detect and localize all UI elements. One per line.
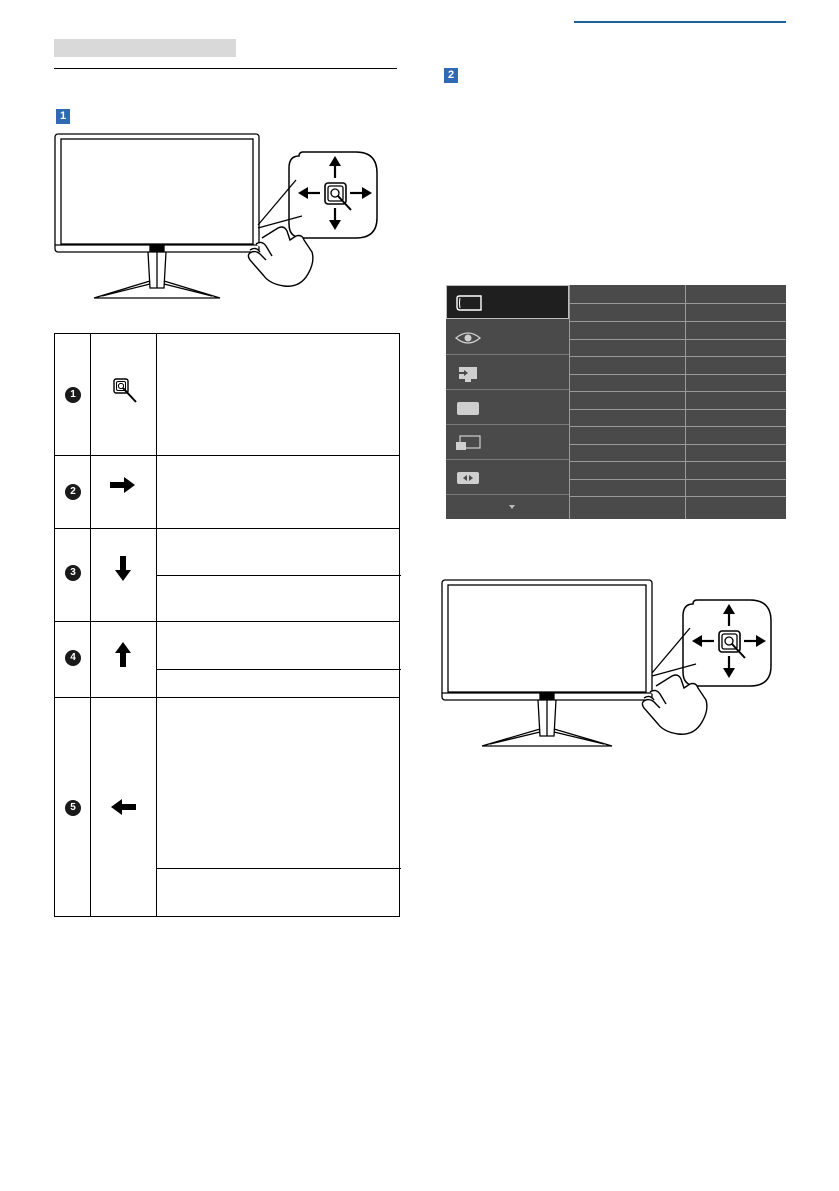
joystick-arrows-icon: [298, 156, 372, 230]
osd-row-divider: [570, 444, 786, 445]
arrow-right-icon: [110, 477, 136, 493]
step-badge-1: 1: [56, 109, 70, 124]
osd-row-divider: [570, 461, 786, 462]
osd-row-divider: [570, 426, 786, 427]
osd-menu-list: [446, 285, 569, 519]
osd-item-lowblue[interactable]: [446, 321, 569, 355]
osd-row-divider: [570, 356, 786, 357]
osd-row-divider: [570, 321, 786, 322]
osd-row-divider: [570, 374, 786, 375]
osd-item-audio[interactable]: [446, 461, 569, 495]
sub-row-divider: [157, 669, 401, 670]
button-function-table: [54, 333, 400, 917]
osd-row-divider: [570, 339, 786, 340]
osd-item-pip[interactable]: [446, 426, 569, 460]
eye-icon: [454, 330, 482, 346]
osd-row-divider: [570, 409, 786, 410]
joystick-callout: [652, 600, 771, 686]
monitor-icon: [55, 134, 259, 298]
osd-item-input[interactable]: [446, 356, 569, 390]
monitor-illustration-2: [440, 578, 780, 758]
joystick-callout: [258, 152, 377, 238]
arrow-up-icon: [115, 641, 131, 667]
osd-row-divider: [570, 496, 786, 497]
monitor-icon: [442, 580, 652, 746]
top-accent-rule: [574, 21, 786, 23]
osd-button-icon: [111, 376, 141, 406]
picture-icon: [455, 295, 483, 311]
row-number-1: 1: [65, 387, 81, 403]
row-divider: [55, 697, 399, 698]
osd-row-divider: [570, 303, 786, 304]
joystick-arrows-icon: [692, 604, 766, 678]
section-header-bar: [54, 39, 236, 57]
row-divider: [55, 621, 399, 622]
osd-row-divider: [570, 391, 786, 392]
monitor-illustration-1: [44, 128, 384, 308]
arrow-left-icon: [111, 799, 137, 815]
pointing-hand-icon: [248, 227, 313, 286]
row-number-2: 2: [65, 484, 81, 500]
osd-scroll-more[interactable]: [446, 496, 569, 519]
row-number-4: 4: [65, 650, 81, 666]
input-icon: [454, 365, 482, 383]
sub-row-divider: [157, 575, 401, 576]
color-icon: [454, 400, 482, 416]
arrow-down-icon: [115, 556, 131, 582]
row-divider: [55, 528, 399, 529]
chevron-down-icon: [509, 505, 515, 509]
osd-item-picture[interactable]: [446, 285, 569, 319]
step-badge-2: 2: [444, 68, 458, 83]
sub-row-divider: [157, 868, 401, 869]
icon-column: [91, 334, 157, 916]
audio-icon: [454, 470, 482, 486]
osd-item-color[interactable]: [446, 391, 569, 425]
row-number-3: 3: [65, 565, 81, 581]
row-divider: [55, 455, 399, 456]
section-divider: [54, 68, 397, 69]
osd-main-menu: [446, 285, 786, 519]
number-column: [55, 334, 91, 916]
pip-icon: [454, 435, 482, 451]
row-number-5: 5: [65, 800, 81, 816]
osd-row-divider: [570, 479, 786, 480]
